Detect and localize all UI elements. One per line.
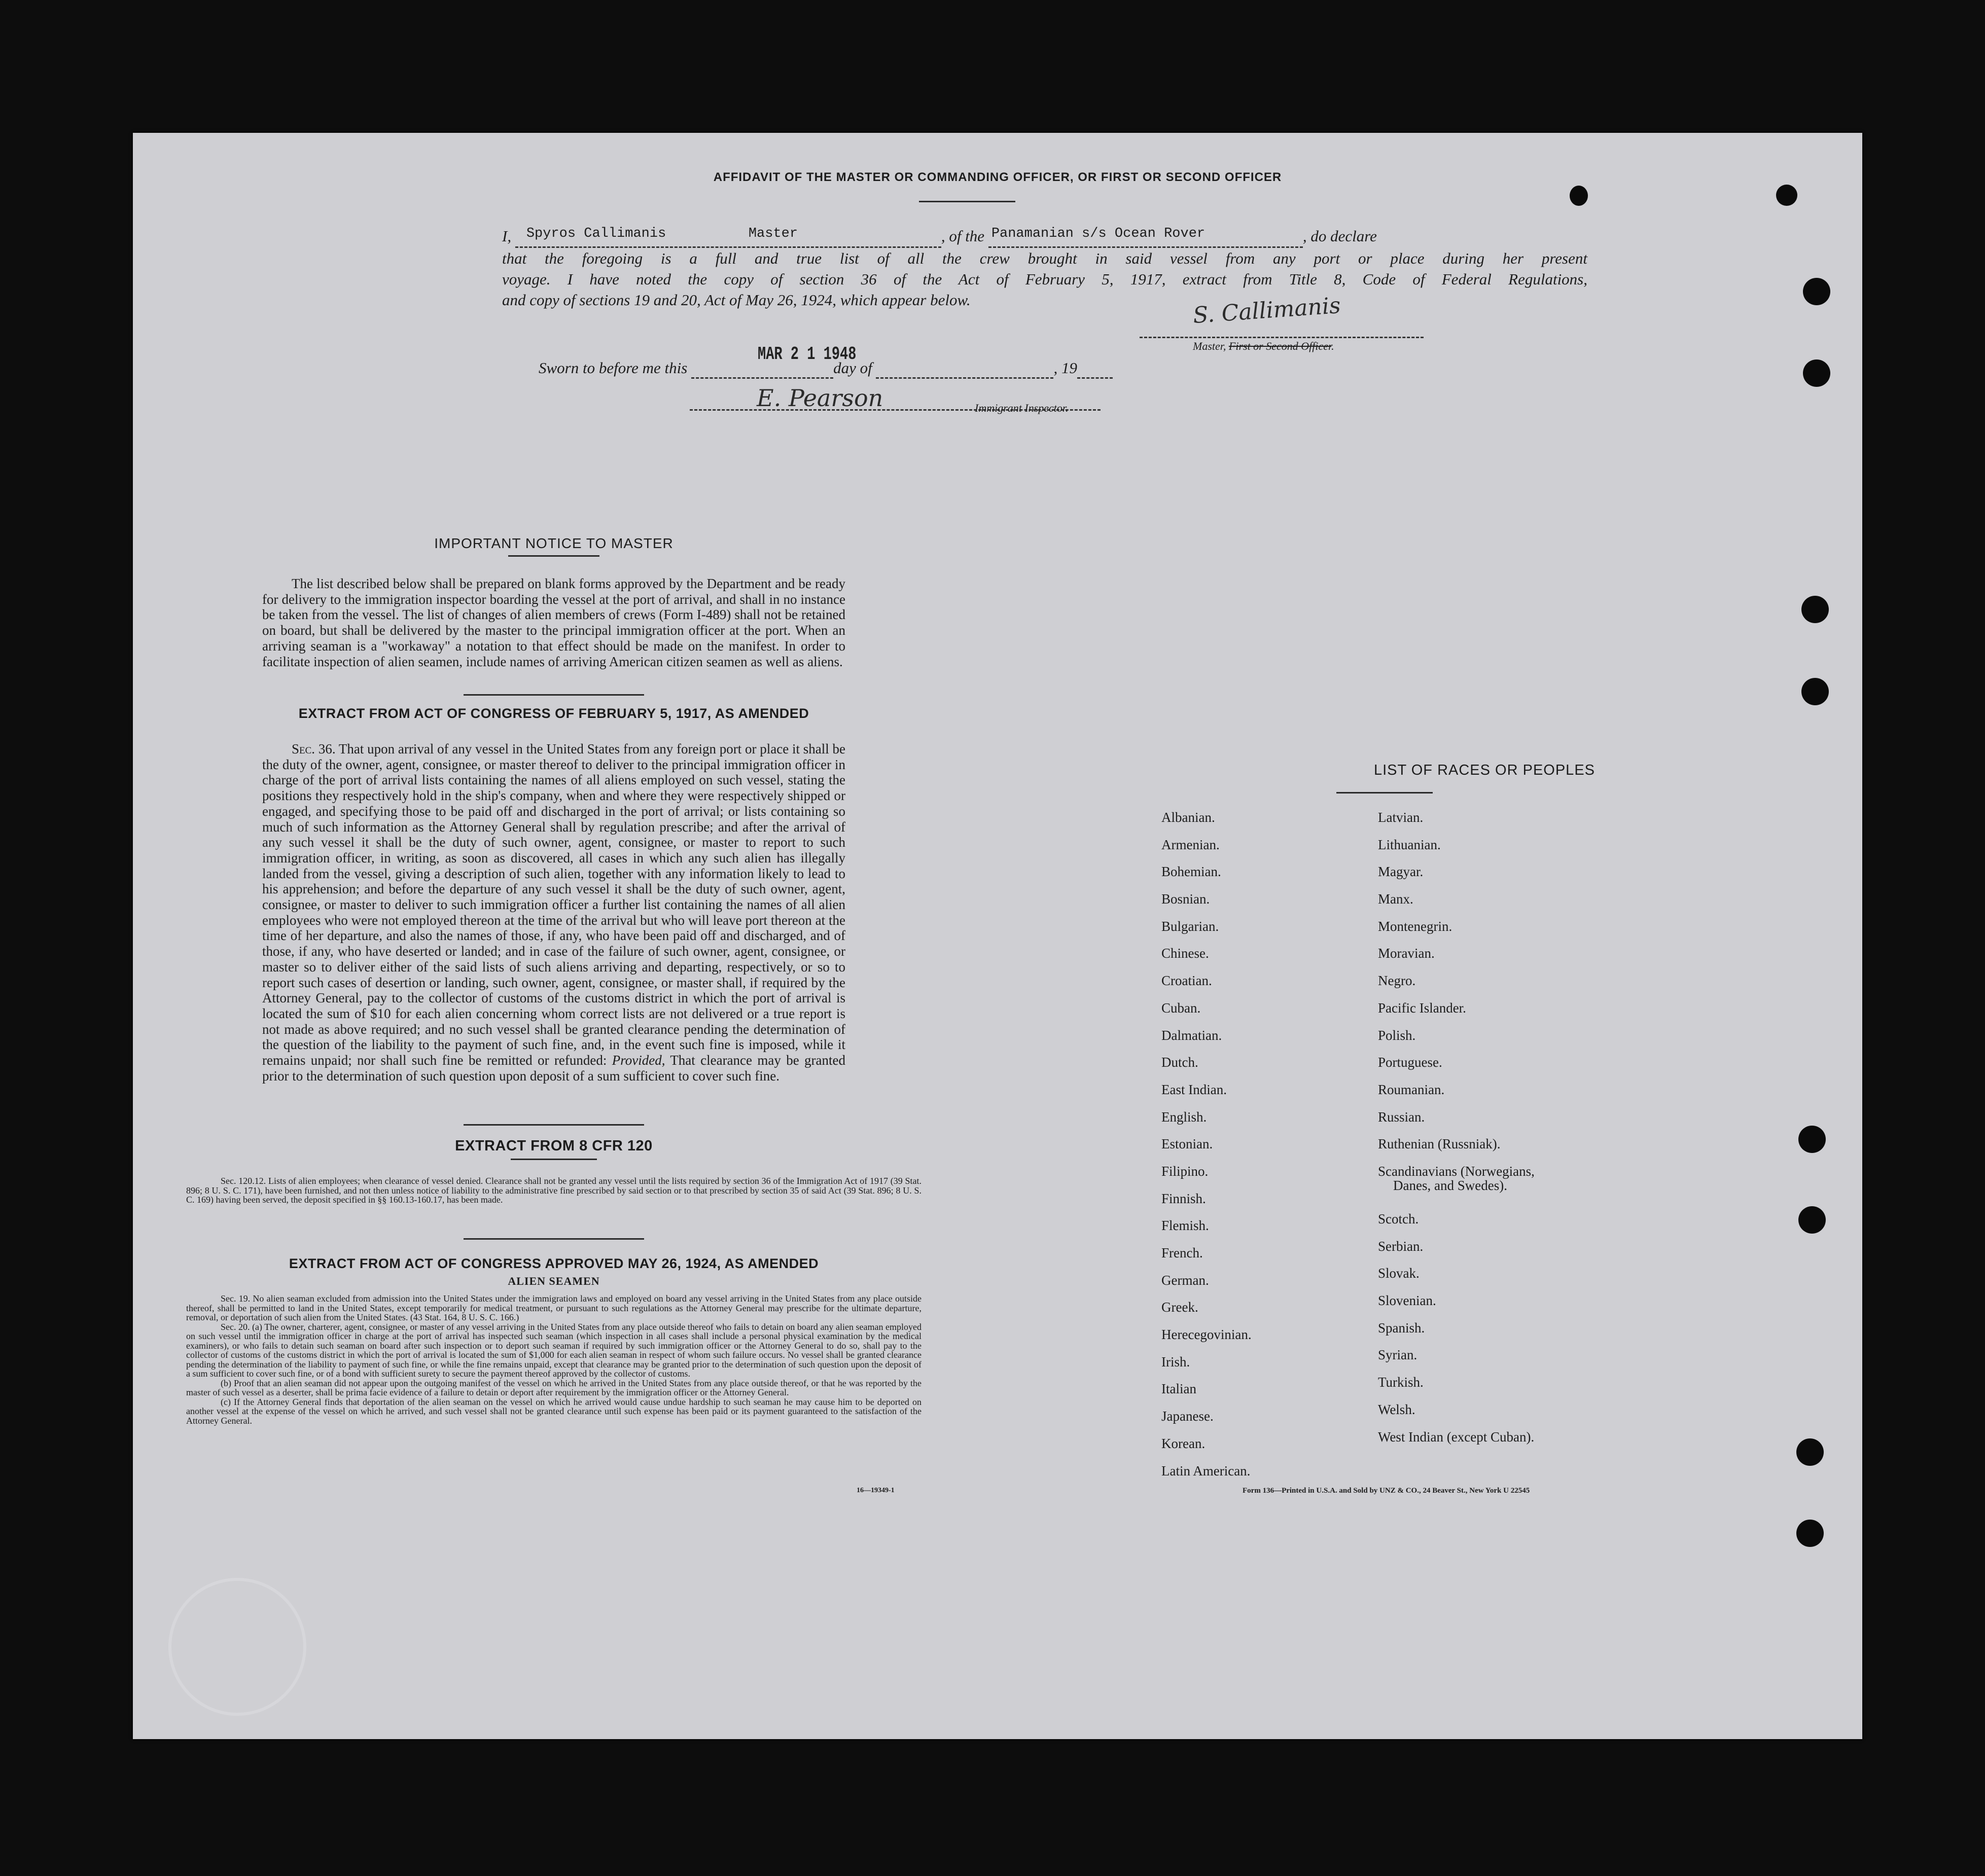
races-divider xyxy=(1336,792,1433,793)
affidavit-title: AFFIDAVIT OF THE MASTER OR COMMANDING OFFICER, OR FIRST OR SECOND OFFICER xyxy=(713,170,1282,184)
race-item: Spanish. xyxy=(1378,1320,1425,1336)
races-left-column xyxy=(1161,810,1364,1490)
race-item: Armenian. xyxy=(1161,837,1220,852)
sec36-proviso-rest: That clearance may be granted prior to the determination of such question upon deposit of a sum sufficient to cover such fine. xyxy=(262,1053,845,1084)
race-item: Cuban. xyxy=(1161,1000,1201,1016)
race-item: West Indian (except Cuban). xyxy=(1378,1429,1535,1445)
race-item: Dalmatian. xyxy=(1161,1027,1222,1043)
race-item: Latin American. xyxy=(1161,1463,1251,1478)
race-item: Turkish. xyxy=(1378,1375,1424,1390)
rank-value: Master xyxy=(748,226,798,241)
race-item: Lithuanian. xyxy=(1378,837,1441,852)
cfr-end-divider xyxy=(464,1238,644,1240)
year-prefix: , 19 xyxy=(1053,359,1077,377)
races-right-column xyxy=(1378,810,1682,1191)
name-value: Spyros Callimanis xyxy=(526,226,666,241)
day-of-text: day of xyxy=(833,359,872,377)
affidavit-line-3: voyage. I have noted the copy of section 36 of the Act of February 5, 1917, extract from Title 8, Code of Federal Regulations, xyxy=(502,270,1587,288)
embossed-seal xyxy=(168,1578,306,1716)
punch-hole xyxy=(1570,186,1588,206)
race-item: Herecegovinian. xyxy=(1161,1327,1252,1343)
race-item: Finnish. xyxy=(1161,1190,1206,1206)
name-rank-field xyxy=(515,226,941,248)
master-caption xyxy=(1193,340,1334,353)
punch-hole xyxy=(1776,185,1797,206)
race-item: German. xyxy=(1161,1272,1209,1288)
do-declare-text: , do declare xyxy=(1302,227,1377,245)
master-caption-suffix: . xyxy=(1331,340,1334,352)
punch-hole xyxy=(1798,1206,1826,1234)
race-item: Negro. xyxy=(1378,973,1416,989)
master-caption-struck: First or Second Officer xyxy=(1228,340,1332,352)
race-item: Croatian. xyxy=(1161,973,1212,989)
sec36-text xyxy=(262,741,845,1084)
race-item: Serbian. xyxy=(1378,1238,1424,1254)
race-item: Montenegrin. xyxy=(1378,918,1452,934)
master-caption-prefix: Master, xyxy=(1193,340,1229,352)
form-code: 16—19349-1 xyxy=(857,1487,895,1494)
race-item: Flemish. xyxy=(1161,1218,1209,1234)
notice-body: The list described below shall be prepared on blank forms approved by the Department and be ready for delivery to the immigration inspector boarding the vessel at the port of arrival, and shall in no instance be taken from the vessel. The list of changes of alien members of crews (Form I-489) shall not be retained on board, but shall be delivered by the master to the principal immigration officer at the port. When an arriving seaman is a "workaway" a notation to that effect should be made on the manifest. In order to facilitate inspection of alien seamen, include names of arriving American citizen seamen as well as aliens. xyxy=(262,576,845,669)
race-item: Bulgarian. xyxy=(1161,918,1219,934)
extract-1917-title: EXTRACT FROM ACT OF CONGRESS OF FEBRUARY 5, 1917, AS AMENDED xyxy=(298,706,809,721)
race-item: Manx. xyxy=(1378,891,1413,907)
race-item: Korean. xyxy=(1161,1435,1206,1451)
race-item: Estonian. xyxy=(1161,1136,1213,1152)
notice-divider xyxy=(508,555,599,557)
affidavit-intro: I, xyxy=(502,227,512,245)
affidavit-line-1 xyxy=(502,226,1587,248)
cfr-title: EXTRACT FROM 8 CFR 120 xyxy=(455,1138,653,1154)
race-item: East Indian. xyxy=(1161,1081,1227,1097)
race-item: Albanian. xyxy=(1161,810,1215,825)
sworn-text: Sworn to before me this xyxy=(539,359,688,377)
punch-hole xyxy=(1801,678,1829,705)
race-item: Welsh. xyxy=(1378,1401,1415,1417)
sec19-text: Sec. 19. No alien seaman excluded from admission into the United States under the immigration laws and employed on board any vessel arriving in the United States from any place outside thereof, shall be permitted to land in the United States, except temporarily for medical treatment, or pursuant to such regulations as the Attorney General may prescribe for the ultimate departure, removal, or deportation of such alien from the United States. (43 Stat. 164, 8 U. S. C. 166.) xyxy=(186,1293,921,1322)
sec36-body: That upon arrival of any vessel in the United States from any foreign port or place it shall be the duty of the owner, agent, consignee, or master thereof to deliver to the principal immigration officer in charge of the port of arrival lists containing the names of all aliens employed on such vessel, stating the positions they respectively hold in the ship's company, when and where they were respectively shipped or engaged, and specifying those to be paid off and discharged in the port of arrival; or lists containing so much of such information as the Attorney General shall by regulation prescribe; and after the arrival of any such vessel it shall be the duty of such owner, agent, consignee, or master to report to such immigration officer, in writing, as soon as discovered, all cases in which any such alien has illegally landed from the vessel, giving a description of such alien, together with any information likely to lead to his apprehension; and before the departure of any such vessel it shall be the duty of such owner, agent, consignee, or master to deliver to such immigration officer a further list containing the names of all alien employees who were not employed thereon at the time of the arrival but who will leave port thereon at the time of her departure, and also the names of those, if any, who have been paid off and discharged, and of those, if any, who have deserted or landed; and in case of the failure of such owner, agent, consignee, or master so to deliver either of the said lists of such aliens arriving and departing, respectively, or so to report such cases of desertion or landing, such owner, agent, consignee, or master shall, if required by the Attorney General, pay to the collector of customs of the customs district in which the port of arrival is located the sum of $10 for each alien concerning whom correct lists are not delivered or a true report is not made as above required; and no such vessel shall be granted clearance pending the determination of the question of the liability to the payment of such fine, and, in the event such fine is imposed, while it remains unpaid; nor shall such fine be remitted or refunded: xyxy=(262,741,846,1068)
alien-seamen-subtitle: ALIEN SEAMEN xyxy=(508,1275,600,1287)
race-item: Irish. xyxy=(1161,1354,1190,1369)
race-item: English. xyxy=(1161,1109,1207,1125)
extract-1924-title: EXTRACT FROM ACT OF CONGRESS APPROVED MAY 26, 1924, AS AMENDED xyxy=(289,1256,819,1271)
sec36-end-divider xyxy=(464,1124,644,1126)
race-item: Magyar. xyxy=(1378,864,1424,880)
of-the-text: , of the xyxy=(941,227,985,245)
race-item: Bohemian. xyxy=(1161,864,1221,880)
form-footer: Form 136—Printed in U.S.A. and Sold by UNZ & CO., 24 Beaver St., New York U 22545 xyxy=(1243,1487,1530,1495)
sec20c-text: (c) If the Attorney General finds that deportation of the alien seaman on the vessel on which he arrived would cause undue hardship to such seaman he may cause him to be deported on another vessel at the expense of the vessel on which he arrived, and such vessel shall not be granted clearance until such expense has been paid or its payment guaranteed to the satisfaction of the Attorney General. xyxy=(186,1396,921,1426)
sec20a-text: Sec. 20. (a) The owner, charterer, agent, consignee, or master of any vessel arriving in the United States from any place outside thereof who fails to detain on board any alien seaman employed on such vessel until the immigration officer in charge at the port of arrival has inspected such seaman (which inspection in all cases shall include a personal physical examination by the medical examiners), or who fails to detain such seaman on board after such inspection or to deport such seaman if required by such immigration officer or the Attorney General to do so, shall pay to the collector of customs of the customs district in which the port of arrival is located the sum of $1,000 for each alien seaman in respect of whom such failure occurs. No vessel shall be granted clearance pending the determination of the liability to payment of such fine, or while the fine remains unpaid, except that clearance may be granted prior to the determination of such question upon the deposit of a sum sufficient to cover such fine, or of a bond with sufficient surety to secure the payment thereof approved by the collector of customs. xyxy=(186,1321,921,1379)
race-item: Polish. xyxy=(1378,1027,1416,1043)
race-item: Roumanian. xyxy=(1378,1081,1445,1097)
master-signature-line xyxy=(1140,337,1424,338)
race-item: Italian xyxy=(1161,1381,1196,1397)
race-item: Syrian. xyxy=(1378,1347,1417,1363)
race-item: Ruthenian (Russniak). xyxy=(1378,1136,1501,1152)
cfr-divider xyxy=(511,1159,597,1160)
sec36-label: Sec. 36. xyxy=(292,741,336,756)
race-item: Slovenian. xyxy=(1378,1293,1436,1309)
race-item: Latvian. xyxy=(1378,810,1424,825)
race-item: Scandinavians (Norwegians, xyxy=(1378,1163,1535,1179)
race-item-continuation: Danes, and Swedes). xyxy=(1393,1178,1507,1193)
punch-hole xyxy=(1803,359,1830,387)
affidavit-line-4: and copy of sections 19 and 20, Act of May 26, 1924, which appear below. xyxy=(502,291,971,309)
race-item: Russian. xyxy=(1378,1109,1425,1125)
race-item: Greek. xyxy=(1161,1300,1198,1315)
race-item: Chinese. xyxy=(1161,946,1209,961)
master-signature: S. Callimanis xyxy=(1192,292,1342,329)
races-right-column-lower xyxy=(1378,1211,1682,1456)
notice-end-divider xyxy=(464,694,644,696)
punch-hole xyxy=(1803,278,1830,305)
race-item: Slovak. xyxy=(1378,1266,1420,1281)
race-item: Portuguese. xyxy=(1378,1055,1442,1070)
sec36-proviso-word: Provided, xyxy=(612,1053,665,1068)
race-item: Pacific Islander. xyxy=(1378,1000,1466,1016)
inspector-signature: E. Pearson xyxy=(757,384,883,412)
year-field xyxy=(1077,359,1113,379)
title-divider xyxy=(919,201,1015,202)
race-item: Bosnian. xyxy=(1161,891,1210,907)
races-title: LIST OF RACES OR PEOPLES xyxy=(1373,762,1596,778)
vessel-value: Panamanian s/s Ocean Rover xyxy=(991,226,1206,241)
month-field xyxy=(876,359,1053,379)
affidavit-line-2: that the foregoing is a full and true list of all the crew brought in said vessel from any port or place during her present xyxy=(502,249,1587,267)
race-item: French. xyxy=(1161,1245,1203,1260)
punch-hole xyxy=(1798,1126,1826,1153)
punch-hole xyxy=(1796,1520,1824,1547)
race-item: Filipino. xyxy=(1161,1163,1209,1179)
inspector-caption: Immigrant Inspector. xyxy=(975,402,1069,414)
race-item: Dutch. xyxy=(1161,1055,1198,1070)
extract-1924-body xyxy=(186,1294,921,1425)
punch-hole xyxy=(1801,596,1829,623)
affidavit-statement xyxy=(502,226,1587,310)
cfr-body: Sec. 120.12. Lists of alien employees; when clearance of vessel denied. Clearance shall not be granted any vessel until the lists required by section 36 of the Immigration Act of 1917 (39 Stat. 896; 8 U. S. C. 171), have been furnished, and not then unless notice of liability to the administrative fine prescribed by said section or to that prescribed by section 35 of said Act (39 Stat. 896; 8 U. S. C. 169) having been served, the deposit specified in §§ 160.13-160.17, has been made. xyxy=(186,1176,921,1205)
vessel-field xyxy=(988,226,1303,248)
date-stamp: MAR 2 1 1948 xyxy=(758,344,857,365)
sec20b-text: (b) Proof that an alien seaman did not appear upon the outgoing manifest of the vessel on which he arrived in the United States from any place outside thereof, or that he was reported by the master of such vessel as a deserter, shall be prima facie evidence of a failure to detain or deport after requirement by the immigration officer or the Attorney General. xyxy=(186,1378,921,1397)
race-item: Japanese. xyxy=(1161,1409,1214,1424)
notice-title: IMPORTANT NOTICE TO MASTER xyxy=(434,535,674,551)
race-item: Scotch. xyxy=(1378,1211,1419,1226)
document-page xyxy=(133,133,1862,1739)
punch-hole xyxy=(1796,1438,1824,1466)
race-item: Moravian. xyxy=(1378,946,1435,961)
